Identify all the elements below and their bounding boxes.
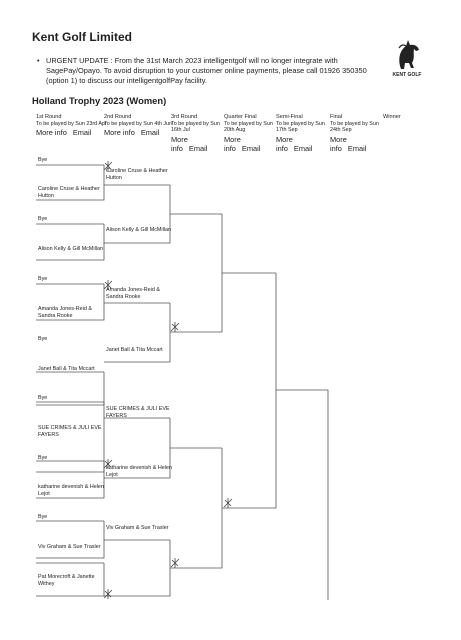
- email-link[interactable]: Email: [140, 128, 160, 138]
- svg-text:KENT GOLF: KENT GOLF: [392, 72, 422, 78]
- round2-entry: Viv Graham & Sue Trasler: [106, 525, 169, 531]
- more-info-link[interactable]: More info: [330, 134, 347, 153]
- round-name: 2nd Round: [104, 114, 132, 120]
- round-deadline: To be played by Sun 16th Jul: [171, 120, 220, 134]
- round1-entry: Viv Graham & Sue Trasler: [38, 544, 101, 550]
- more-info-link[interactable]: More info: [224, 134, 241, 153]
- handwritten-mark-icon: [169, 557, 181, 569]
- update-text: URGENT UPDATE : From the 31st March 2023 intelligentgolf will no longer integrate with SagePay/Opayo. To avoid disruption to your customer online payments, please call 01926 350350 (option 1) to discuss our intelligentgolfPay facility.: [46, 56, 367, 86]
- handwritten-mark-icon: [102, 588, 114, 600]
- email-link[interactable]: Email: [293, 143, 313, 153]
- round2-entry: Amanda Jones-Reid & Sandra Rooke: [106, 287, 160, 300]
- round1-entry: Amanda Jones-Reid & Sandra Rooke: [38, 306, 92, 319]
- email-link[interactable]: Email: [347, 143, 367, 153]
- more-info-link[interactable]: More info: [171, 134, 188, 153]
- round1-entry: Alison Kelly & Gill McMillan: [38, 246, 104, 252]
- handwritten-mark-icon: [102, 279, 114, 291]
- round-name: 3rd Round: [171, 114, 198, 120]
- round2-entry: katharine devenish & Helen Lejot: [106, 465, 172, 478]
- round1-entry: Bye: [38, 157, 48, 163]
- round1-entry: katharine devenish & Helen Lejot: [38, 484, 104, 497]
- round-name: Final: [330, 114, 343, 120]
- round2-entry: Caroline Cruse & Heather Hutton: [106, 168, 168, 181]
- round1-entry: Bye: [38, 455, 48, 461]
- more-info-link[interactable]: More info: [276, 134, 293, 153]
- round1-entry: Bye: [38, 336, 48, 342]
- round-name: 1st Round: [36, 114, 62, 120]
- more-info-link[interactable]: More info: [36, 128, 67, 138]
- round-name: Winner: [383, 114, 401, 120]
- handwritten-mark-icon: [222, 497, 234, 509]
- more-info-link[interactable]: More info: [104, 128, 135, 138]
- round1-entry: Pat Morecroft & Janette Withey: [38, 574, 95, 587]
- round1-entry: Janet Ball & Tita Mccart: [38, 366, 95, 372]
- round1-entry: Bye: [38, 514, 48, 520]
- round2-entry: Alison Kelly & Gill McMillan: [106, 227, 172, 233]
- round1-entry: Bye: [38, 276, 48, 282]
- email-link[interactable]: Email: [72, 128, 92, 138]
- handwritten-mark-icon: [102, 160, 114, 172]
- round-deadline: To be played by Sun 17th Sep: [276, 120, 325, 134]
- round-deadline: To be played by Sun 4th Jun: [104, 120, 173, 127]
- bullet-icon: •: [37, 56, 40, 65]
- handwritten-mark-icon: [102, 458, 114, 470]
- round1-entry: Bye: [38, 216, 48, 222]
- handwritten-mark-icon: [169, 321, 181, 333]
- email-link[interactable]: Email: [188, 143, 208, 153]
- round-name: Quarter Final: [224, 114, 257, 120]
- round-name: Semi-Final: [276, 114, 303, 120]
- round-deadline: To be played by Sun 20th Aug: [224, 120, 273, 134]
- round2-entry: SUE CRIMES & JULI EVE FAYERS: [106, 406, 170, 419]
- email-link[interactable]: Email: [241, 143, 261, 153]
- round1-entry: Caroline Cruse & Heather Hutton: [38, 186, 100, 199]
- round-deadline: To be played by Sun 23rd Apr: [36, 120, 107, 127]
- page-title: Kent Golf Limited: [32, 30, 132, 44]
- round1-entry: Bye: [38, 395, 48, 401]
- round1-entry: SUE CRIMES & JULI EVE FAYERS: [38, 425, 102, 438]
- competition-title: Holland Trophy 2023 (Women): [32, 95, 167, 106]
- round2-entry: Janet Ball & Tita Mccart: [106, 347, 163, 353]
- round-deadline: To be played by Sun 24th Sep: [330, 120, 379, 134]
